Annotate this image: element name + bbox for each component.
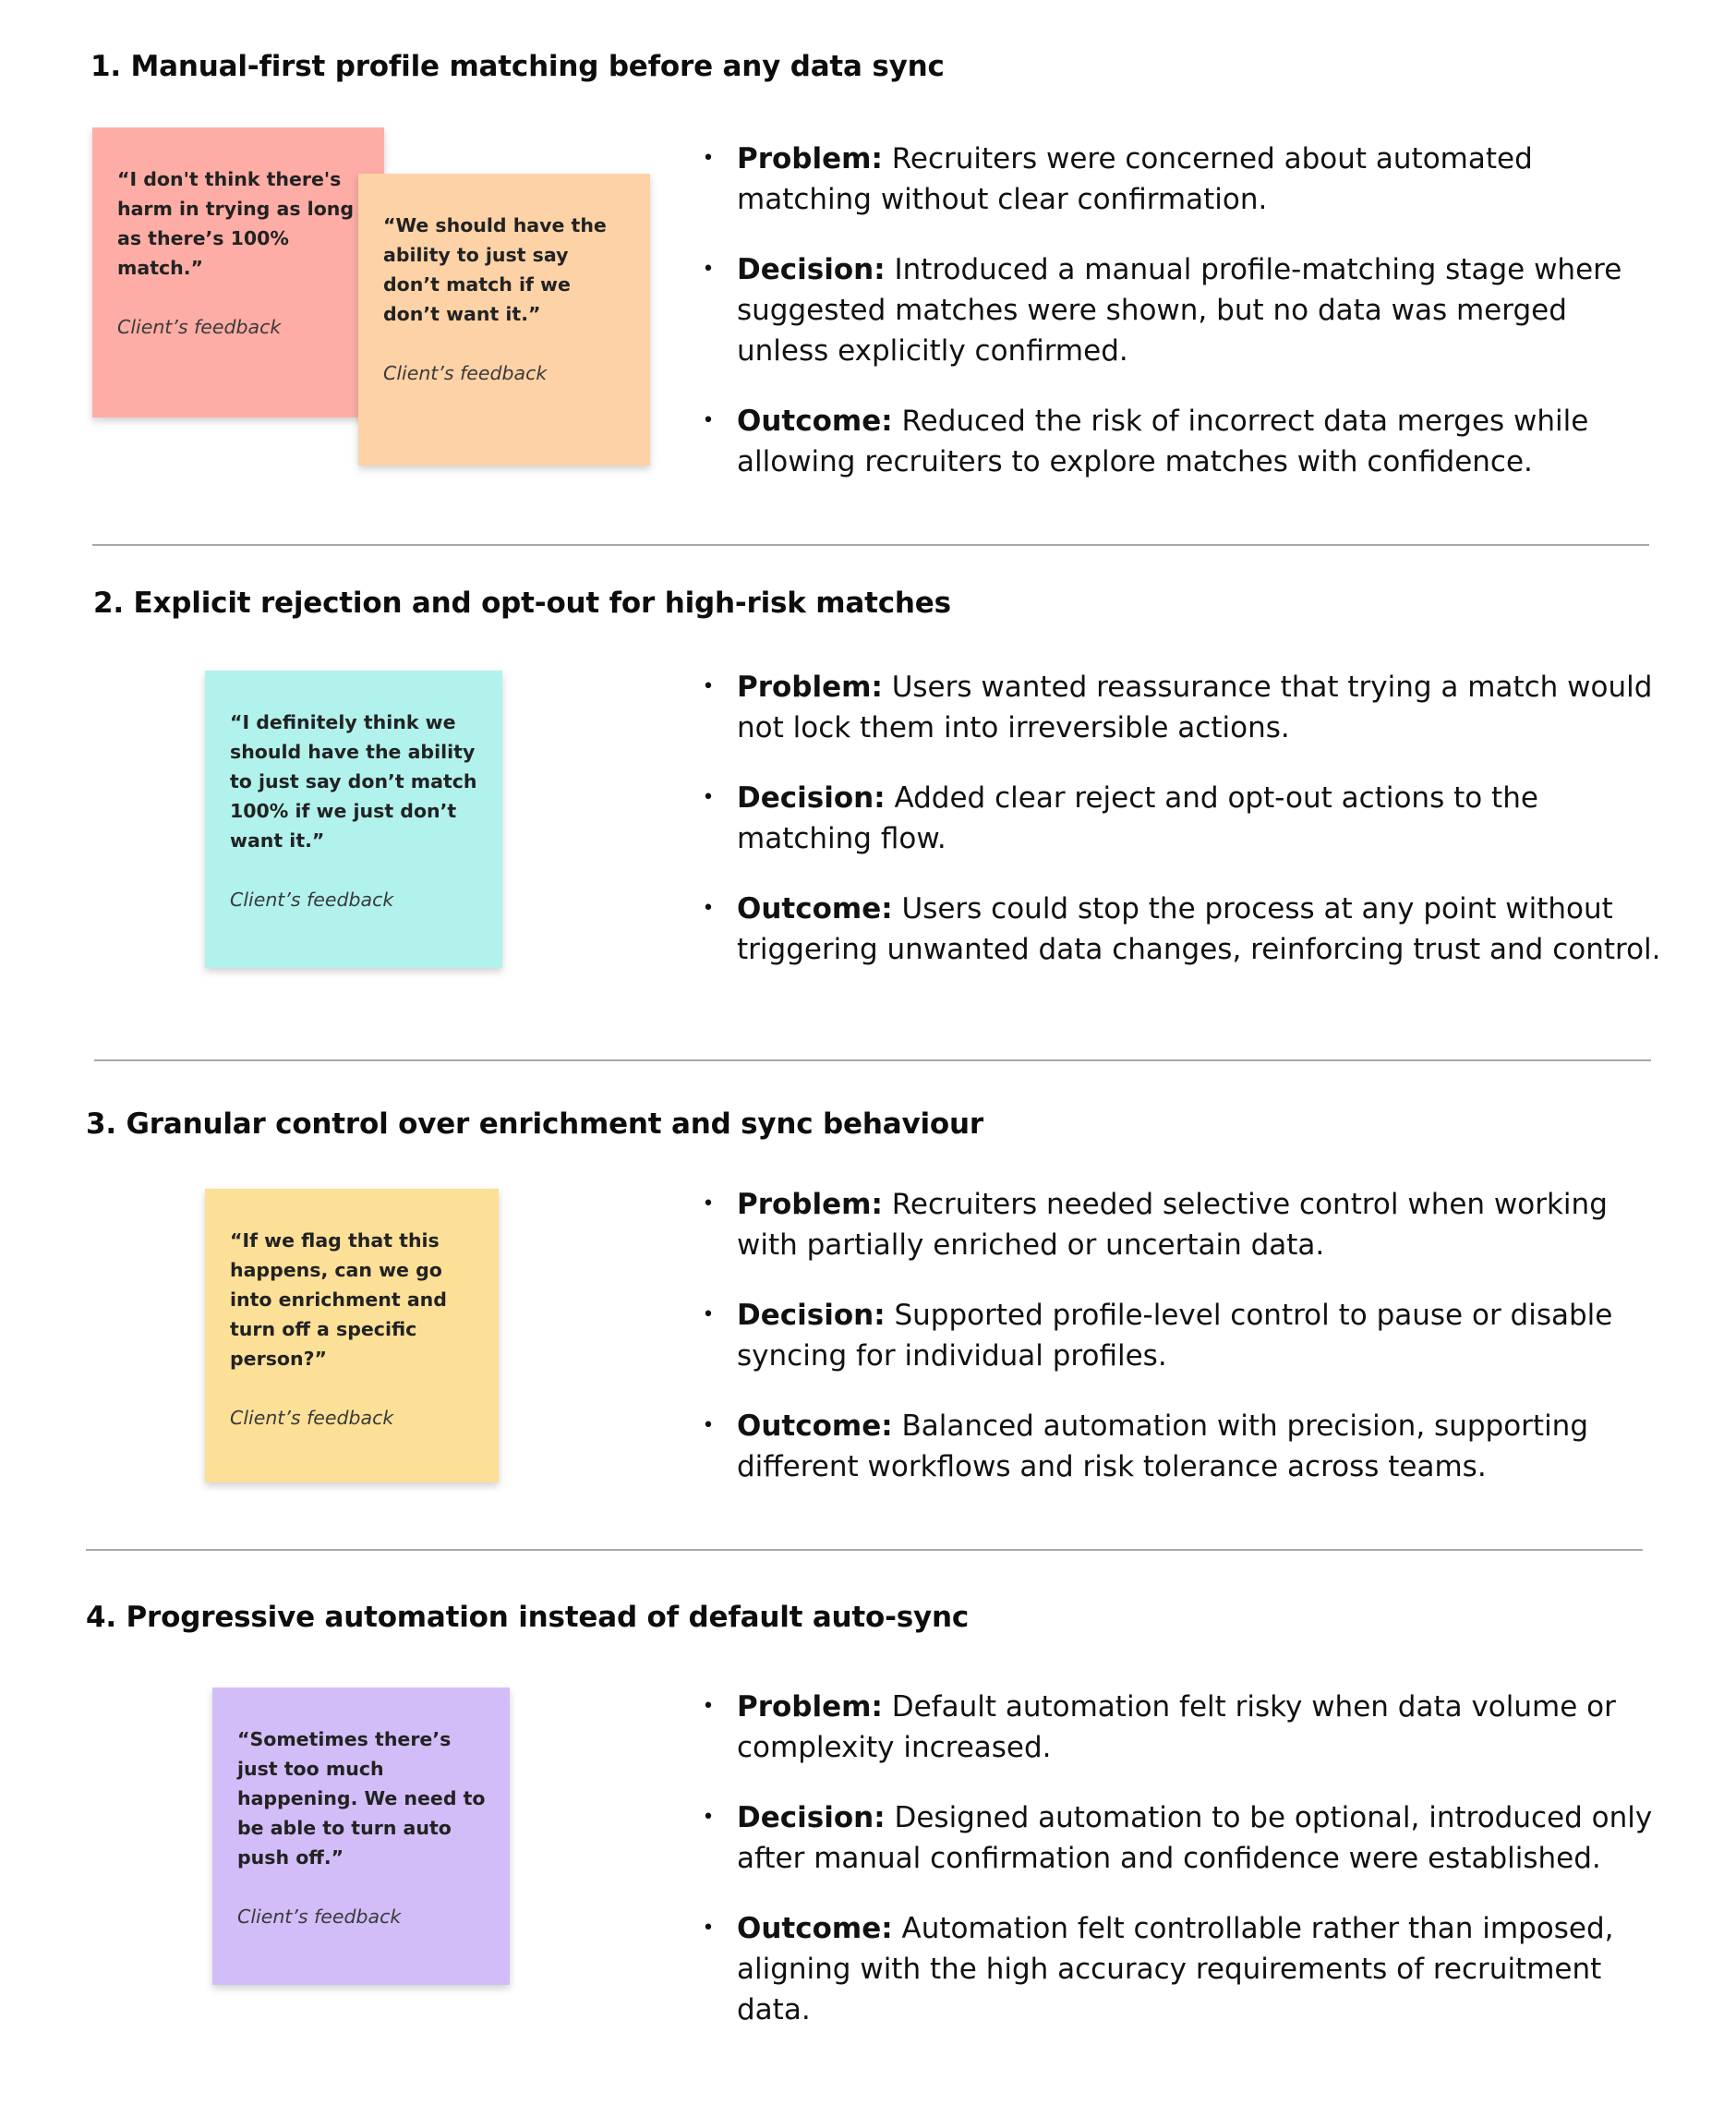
bullet-icon: •: [702, 258, 715, 281]
bullet-icon: •: [702, 1303, 715, 1326]
section-2-points: [702, 667, 1662, 970]
list-item: [702, 1295, 1662, 1376]
point-label: Decision:: [737, 253, 886, 286]
point-text: Recruiters were concerned about automated matching without clear confirmation.: [737, 142, 1533, 216]
list-item: [702, 1406, 1662, 1487]
note-quote: “If we flag that this happens, can we go into enrichment and turn off a specific person?”: [230, 1229, 447, 1370]
point-label: Problem:: [737, 1690, 883, 1724]
point-text: Users wanted reassurance that trying a match would not lock them into irreversible actions.: [737, 671, 1653, 744]
point-label: Decision:: [737, 781, 886, 815]
sticky-note: [212, 1688, 510, 1985]
bullet-icon: •: [702, 1192, 715, 1216]
list-item: [702, 139, 1662, 220]
bullet-icon: •: [702, 1414, 715, 1437]
section-divider: [92, 544, 1649, 546]
sticky-note: [205, 1189, 499, 1482]
bullet-icon: •: [702, 675, 715, 698]
note-quote: “I definitely think we should have the ability to just say don’t match 100% if we just don’t want it.”: [230, 711, 477, 852]
point-text: Automation felt controllable rather than imposed, aligning with the high accuracy requirements of recruitment data.: [737, 1912, 1614, 2026]
section-1-points: [702, 139, 1662, 482]
section-4-points: [702, 1687, 1662, 2030]
point-label: Outcome:: [737, 405, 893, 438]
bullet-icon: •: [702, 897, 715, 920]
point-text: Users could stop the process at any point without triggering unwanted data changes, reinforcing trust and control.: [737, 892, 1661, 966]
note-source: Client’s feedback: [230, 1407, 394, 1429]
note-quote: “Sometimes there’s just too much happening. We need to be able to turn auto push off.”: [237, 1728, 486, 1869]
point-text: Designed automation to be optional, introduced only after manual confirmation and confidence were established.: [737, 1801, 1653, 1875]
bullet-icon: •: [702, 1695, 715, 1718]
list-item: [702, 249, 1662, 371]
bullet-icon: •: [702, 1806, 715, 1829]
point-text: Recruiters needed selective control when working with partially enriched or uncertain data.: [737, 1188, 1608, 1262]
section-2-title: 2. Explicit rejection and opt-out for high-risk matches: [93, 587, 951, 620]
point-text: Balanced automation with precision, supporting different workflows and risk tolerance across teams.: [737, 1409, 1589, 1483]
bullet-icon: •: [702, 1917, 715, 1940]
list-item: [702, 889, 1662, 970]
section-divider: [86, 1549, 1643, 1551]
note-source: Client’s feedback: [237, 1905, 402, 1928]
list-item: [702, 1797, 1662, 1879]
point-text: Reduced the risk of incorrect data merges while allowing recruiters to explore matches with confidence.: [737, 405, 1589, 478]
note-source: Client’s feedback: [230, 889, 394, 911]
list-item: [702, 1184, 1662, 1265]
sticky-note: [92, 127, 384, 417]
bullet-icon: •: [702, 409, 715, 432]
list-item: [702, 667, 1662, 748]
note-quote: “We should have the ability to just say don’t match if we don’t want it.”: [383, 214, 607, 325]
point-label: Decision:: [737, 1801, 886, 1834]
point-label: Problem:: [737, 142, 883, 175]
section-divider: [94, 1059, 1651, 1061]
section-3-title: 3. Granular control over enrichment and sync behaviour: [86, 1107, 983, 1141]
note-source: Client’s feedback: [383, 362, 548, 384]
section-4-title: 4. Progressive automation instead of default auto-sync: [86, 1601, 970, 1634]
point-label: Outcome:: [737, 1912, 893, 1945]
point-text: Default automation felt risky when data volume or complexity increased.: [737, 1690, 1616, 1764]
section-1-title: 1. Manual-first profile matching before any data sync: [90, 50, 945, 83]
point-label: Decision:: [737, 1299, 886, 1332]
point-label: Problem:: [737, 671, 883, 704]
note-source: Client’s feedback: [117, 316, 282, 338]
list-item: [702, 778, 1662, 859]
point-label: Outcome:: [737, 1409, 893, 1443]
list-item: [702, 401, 1662, 482]
point-text: Supported profile-level control to pause or disable syncing for individual profiles.: [737, 1299, 1613, 1373]
point-label: Outcome:: [737, 892, 893, 925]
list-item: [702, 1908, 1662, 2030]
bullet-icon: •: [702, 147, 715, 170]
point-label: Problem:: [737, 1188, 883, 1221]
point-text: Introduced a manual profile-matching stage where suggested matches were shown, but no data was merged unless explicitly confirmed.: [737, 253, 1622, 368]
bullet-icon: •: [702, 786, 715, 809]
sticky-note: [358, 174, 650, 466]
point-text: Added clear reject and opt-out actions to the matching flow.: [737, 781, 1538, 855]
sticky-note: [205, 671, 502, 968]
note-quote: “I don't think there's harm in trying as long as there’s 100% match.”: [117, 168, 355, 279]
list-item: [702, 1687, 1662, 1768]
section-3-points: [702, 1184, 1662, 1487]
